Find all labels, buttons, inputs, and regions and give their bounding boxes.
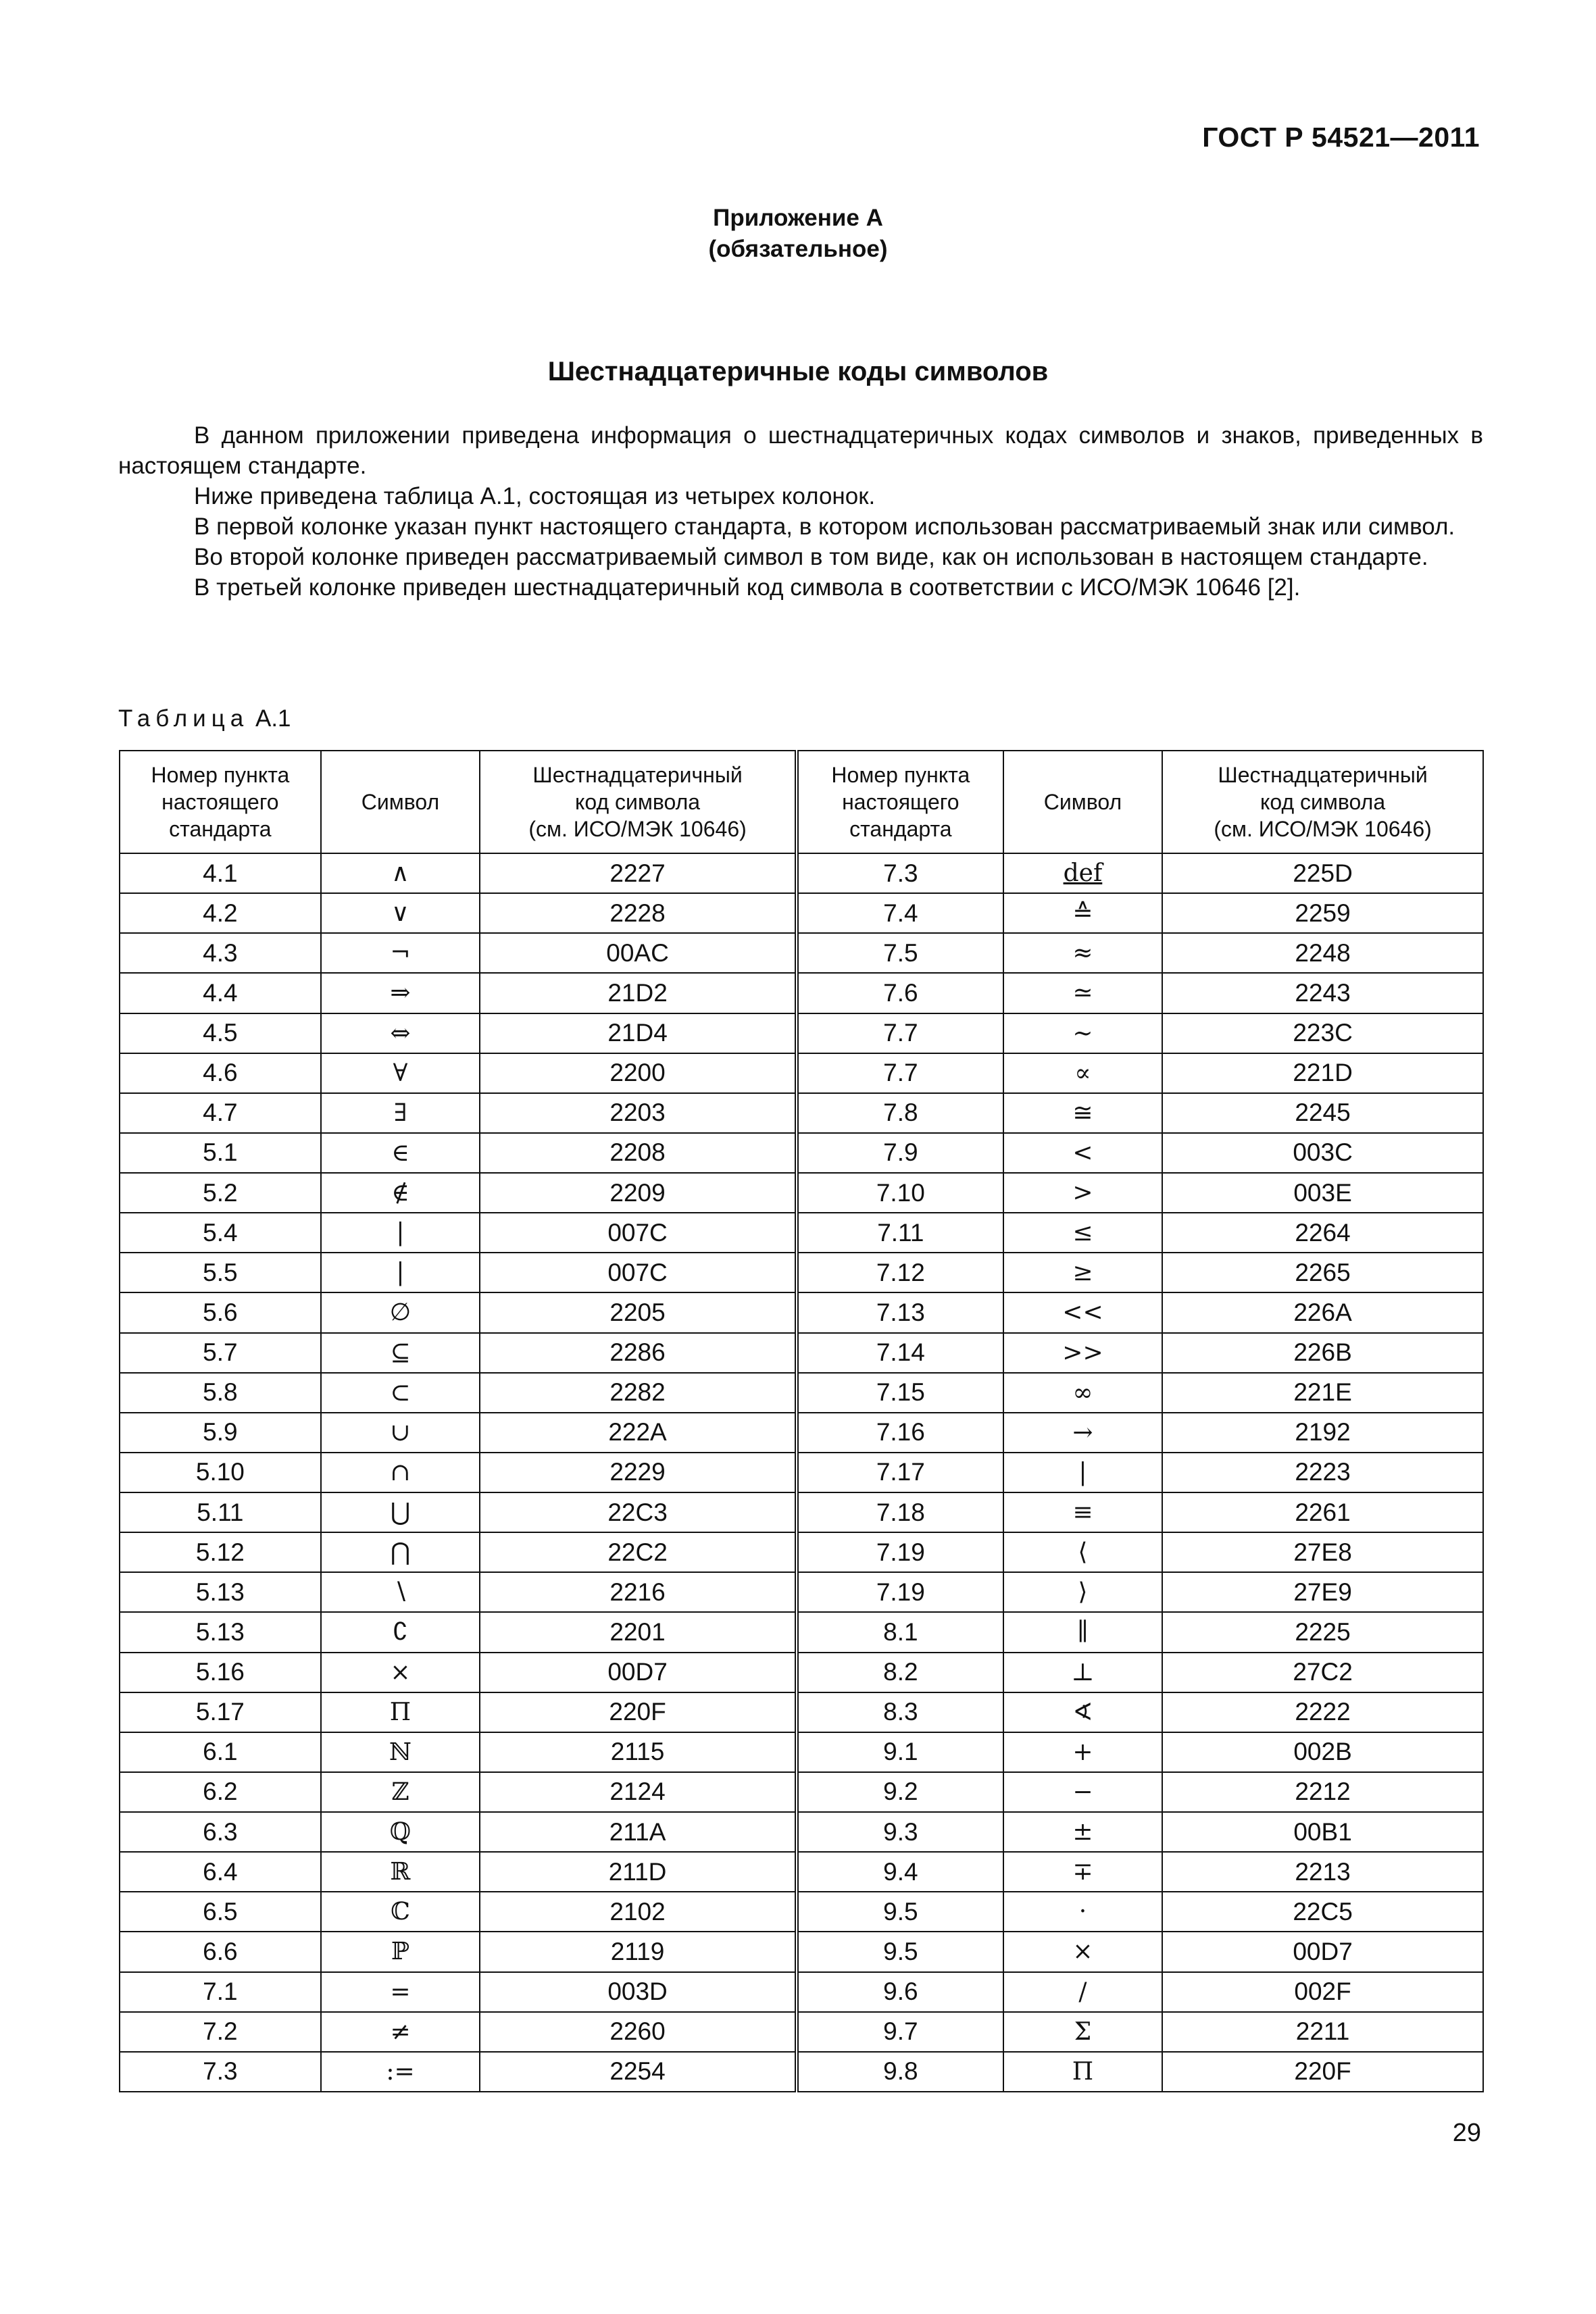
- table-row: [120, 1972, 1483, 2012]
- cell-hex-code: 211D: [480, 1852, 797, 1892]
- cell-item-number: 7.2: [120, 2012, 321, 2052]
- cell-hex-code: 2261: [1162, 1492, 1483, 1532]
- cell-symbol: +: [1003, 1732, 1162, 1772]
- cell-hex-code: 2192: [1162, 1413, 1483, 1453]
- cell-hex-code: 003D: [480, 1972, 797, 2012]
- table-row: [120, 1772, 1483, 1812]
- cell-symbol: ≥: [1003, 1253, 1162, 1292]
- cell-symbol: >: [1003, 1173, 1162, 1213]
- cell-item-number: 9.5: [797, 1932, 1003, 1971]
- header-symbol: Символ: [1003, 751, 1162, 853]
- cell-item-number: 8.3: [797, 1692, 1003, 1732]
- cell-symbol: ∓: [1003, 1852, 1162, 1892]
- cell-item-number: 5.5: [120, 1253, 321, 1292]
- table-row: [120, 1373, 1483, 1413]
- table-row: [120, 1653, 1483, 1692]
- cell-hex-code: 2209: [480, 1173, 797, 1213]
- cell-item-number: 4.5: [120, 1013, 321, 1053]
- cell-hex-code: 2119: [480, 1932, 797, 1971]
- cell-symbol: ≈: [1003, 933, 1162, 973]
- cell-symbol: |: [1003, 1453, 1162, 1492]
- cell-symbol: ≡: [1003, 1492, 1162, 1532]
- cell-symbol: ℝ: [321, 1852, 480, 1892]
- cell-hex-code: 2286: [480, 1333, 797, 1373]
- cell-item-number: 5.12: [120, 1532, 321, 1572]
- cell-hex-code: 22C2: [480, 1532, 797, 1572]
- cell-hex-code: 00D7: [480, 1653, 797, 1692]
- cell-hex-code: 2200: [480, 1053, 797, 1093]
- cell-item-number: 7.19: [797, 1572, 1003, 1612]
- cell-hex-code: 2260: [480, 2012, 797, 2052]
- table-caption-prefix: Таблица: [118, 705, 249, 732]
- cell-item-number: 5.8: [120, 1373, 321, 1413]
- cell-hex-code: 2282: [480, 1373, 797, 1413]
- cell-hex-code: 007C: [480, 1253, 797, 1292]
- cell-symbol: ∧: [321, 853, 480, 893]
- cell-item-number: 9.8: [797, 2052, 1003, 2092]
- cell-hex-code: 225D: [1162, 853, 1483, 893]
- cell-symbol: Π: [1003, 2052, 1162, 2092]
- paragraph: В третьей колонке приведен шестнадцатеричный код символа в соответствии с ИСО/МЭК 10646 [2].: [194, 574, 1301, 601]
- cell-hex-code: 221E: [1162, 1373, 1483, 1413]
- annex-status: (обязательное): [708, 236, 888, 262]
- cell-hex-code: 2227: [480, 853, 797, 893]
- header-line: Номер пункта: [831, 763, 970, 787]
- cell-symbol: Σ: [1003, 2012, 1162, 2052]
- cell-hex-code: 2115: [480, 1732, 797, 1772]
- table-row: [120, 1213, 1483, 1253]
- cell-item-number: 5.1: [120, 1133, 321, 1173]
- cell-item-number: 7.10: [797, 1173, 1003, 1213]
- table-caption-number: А.1: [255, 705, 291, 732]
- cell-item-number: 4.2: [120, 893, 321, 933]
- cell-symbol: ⋂: [321, 1532, 480, 1572]
- cell-hex-code: 003E: [1162, 1173, 1483, 1213]
- cell-item-number: 7.14: [797, 1333, 1003, 1373]
- cell-hex-code: 22C3: [480, 1492, 797, 1532]
- cell-hex-code: 002F: [1162, 1972, 1483, 2012]
- header-line: (см. ИСО/МЭК 10646): [1214, 817, 1432, 841]
- cell-symbol: ⊥: [1003, 1653, 1162, 1692]
- cell-symbol: ∉: [321, 1173, 480, 1213]
- section-heading: Шестнадцатеричные коды символов: [547, 357, 1049, 386]
- cell-item-number: 5.10: [120, 1453, 321, 1492]
- cell-hex-code: 2208: [480, 1133, 797, 1173]
- cell-hex-code: 2216: [480, 1572, 797, 1612]
- cell-hex-code: 27C2: [1162, 1653, 1483, 1692]
- cell-item-number: 7.8: [797, 1093, 1003, 1133]
- cell-item-number: 7.12: [797, 1253, 1003, 1292]
- cell-item-number: 5.13: [120, 1572, 321, 1612]
- cell-item-number: 5.17: [120, 1692, 321, 1732]
- table-row: [120, 2052, 1483, 2092]
- cell-symbol: ≠: [321, 2012, 480, 2052]
- cell-symbol: ∝: [1003, 1053, 1162, 1093]
- cell-hex-code: 2205: [480, 1292, 797, 1332]
- cell-symbol: >>: [1003, 1333, 1162, 1373]
- cell-symbol: −: [1003, 1772, 1162, 1812]
- cell-symbol: ×: [321, 1653, 480, 1692]
- cell-item-number: 9.4: [797, 1852, 1003, 1892]
- cell-item-number: 7.18: [797, 1492, 1003, 1532]
- table-row: [120, 1413, 1483, 1453]
- cell-hex-code: 226A: [1162, 1292, 1483, 1332]
- cell-hex-code: 2211: [1162, 2012, 1483, 2052]
- cell-hex-code: 27E8: [1162, 1532, 1483, 1572]
- cell-hex-code: 220F: [1162, 2052, 1483, 2092]
- cell-item-number: 9.5: [797, 1892, 1003, 1932]
- cell-hex-code: 00AC: [480, 933, 797, 973]
- document-code: ГОСТ Р 54521—2011: [1202, 122, 1480, 153]
- cell-item-number: 6.1: [120, 1732, 321, 1772]
- cell-item-number: 6.5: [120, 1892, 321, 1932]
- header-line: (см. ИСО/МЭК 10646): [528, 817, 747, 841]
- cell-symbol: ≤: [1003, 1213, 1162, 1253]
- table-row: [120, 1612, 1483, 1652]
- cell-item-number: 5.2: [120, 1173, 321, 1213]
- annex-title: Приложение А: [713, 205, 883, 231]
- cell-hex-code: 2222: [1162, 1692, 1483, 1732]
- cell-item-number: 5.16: [120, 1653, 321, 1692]
- header-line: Шестнадцатеричный: [532, 763, 743, 787]
- cell-hex-code: 223C: [1162, 1013, 1483, 1053]
- cell-hex-code: 226B: [1162, 1333, 1483, 1373]
- table-row: [120, 1572, 1483, 1612]
- header-symbol: Символ: [321, 751, 480, 853]
- cell-symbol: ≅: [1003, 1093, 1162, 1133]
- cell-item-number: 9.1: [797, 1732, 1003, 1772]
- cell-symbol: |: [321, 1253, 480, 1292]
- cell-hex-code: 2245: [1162, 1093, 1483, 1133]
- cell-symbol: ≙: [1003, 893, 1162, 933]
- cell-item-number: 5.13: [120, 1612, 321, 1652]
- cell-item-number: 8.2: [797, 1653, 1003, 1692]
- cell-symbol: def: [1003, 853, 1162, 893]
- cell-symbol: <<: [1003, 1292, 1162, 1332]
- cell-item-number: 7.3: [120, 2052, 321, 2092]
- table-row: [120, 1892, 1483, 1932]
- cell-hex-code: 003C: [1162, 1133, 1483, 1173]
- cell-symbol: <: [1003, 1133, 1162, 1173]
- table-row: [120, 1093, 1483, 1133]
- cell-symbol: ℂ: [321, 1892, 480, 1932]
- intro-text: [118, 420, 1483, 603]
- cell-symbol: ±: [1003, 1812, 1162, 1852]
- cell-item-number: 9.6: [797, 1972, 1003, 2012]
- cell-item-number: 4.3: [120, 933, 321, 973]
- cell-item-number: 8.1: [797, 1612, 1003, 1652]
- cell-item-number: 4.1: [120, 853, 321, 893]
- header-line: настоящего: [161, 790, 279, 814]
- cell-symbol: ∨: [321, 893, 480, 933]
- table-row: [120, 1253, 1483, 1292]
- cell-item-number: 7.11: [797, 1213, 1003, 1253]
- paragraph: Ниже приведена таблица А.1, состоящая из четырех колонок.: [194, 483, 876, 509]
- table-row: [120, 1053, 1483, 1093]
- table-header-row: [120, 751, 1483, 853]
- cell-symbol: /: [1003, 1972, 1162, 2012]
- cell-symbol: ℕ: [321, 1732, 480, 1772]
- cell-item-number: 4.7: [120, 1093, 321, 1133]
- cell-hex-code: 2265: [1162, 1253, 1483, 1292]
- cell-hex-code: 2248: [1162, 933, 1483, 973]
- cell-symbol: ∖: [321, 1572, 480, 1612]
- cell-item-number: 7.7: [797, 1013, 1003, 1053]
- cell-item-number: 7.15: [797, 1373, 1003, 1413]
- table-caption: [118, 705, 291, 732]
- cell-hex-code: 2124: [480, 1772, 797, 1812]
- cell-symbol: ∥: [1003, 1612, 1162, 1652]
- cell-hex-code: 220F: [480, 1692, 797, 1732]
- cell-item-number: 7.5: [797, 933, 1003, 973]
- cell-hex-code: 2223: [1162, 1453, 1483, 1492]
- cell-symbol: ≃: [1003, 973, 1162, 1013]
- cell-symbol: ∩: [321, 1453, 480, 1492]
- header-line: Номер пункта: [151, 763, 290, 787]
- cell-symbol: |: [321, 1213, 480, 1253]
- table-row: [120, 893, 1483, 933]
- cell-symbol: =: [321, 1972, 480, 2012]
- cell-hex-code: 222A: [480, 1413, 797, 1453]
- table-row: [120, 1732, 1483, 1772]
- cell-hex-code: 00D7: [1162, 1932, 1483, 1971]
- cell-symbol: ℚ: [321, 1812, 480, 1852]
- cell-item-number: 5.6: [120, 1292, 321, 1332]
- cell-hex-code: 2259: [1162, 893, 1483, 933]
- cell-item-number: 5.4: [120, 1213, 321, 1253]
- paragraph: Во второй колонке приведен рассматриваемый символ в том виде, как он использован в настоящем стандарте.: [194, 544, 1428, 570]
- cell-item-number: 7.13: [797, 1292, 1003, 1332]
- paragraph: В данном приложении приведена информация о шестнадцатеричных кодах символов и знаков, приведенных в настоящем стандарте.: [118, 422, 1483, 479]
- cell-symbol: ∀: [321, 1053, 480, 1093]
- cell-hex-code: 2102: [480, 1892, 797, 1932]
- table-row: [120, 1692, 1483, 1732]
- header-line: код символа: [575, 790, 701, 814]
- cell-item-number: 6.2: [120, 1772, 321, 1812]
- cell-hex-code: 221D: [1162, 1053, 1483, 1093]
- cell-symbol: :=: [321, 2052, 480, 2092]
- cell-item-number: 7.19: [797, 1532, 1003, 1572]
- cell-hex-code: 2201: [480, 1612, 797, 1652]
- table-row: [120, 1173, 1483, 1213]
- cell-item-number: 9.7: [797, 2012, 1003, 2052]
- cell-item-number: 4.6: [120, 1053, 321, 1093]
- cell-symbol: ⟨: [1003, 1532, 1162, 1572]
- cell-hex-code: 00B1: [1162, 1812, 1483, 1852]
- table-row: [120, 1492, 1483, 1532]
- cell-symbol: ⇔: [321, 1013, 480, 1053]
- table-row: [120, 1013, 1483, 1053]
- cell-hex-code: 2264: [1162, 1213, 1483, 1253]
- cell-symbol: ⊆: [321, 1333, 480, 1373]
- cell-item-number: 9.3: [797, 1812, 1003, 1852]
- cell-item-number: 4.4: [120, 973, 321, 1013]
- cell-item-number: 7.6: [797, 973, 1003, 1013]
- cell-symbol: ⊂: [321, 1373, 480, 1413]
- cell-hex-code: 2229: [480, 1453, 797, 1492]
- cell-symbol: Π: [321, 1692, 480, 1732]
- cell-symbol: ×: [1003, 1932, 1162, 1971]
- cell-item-number: 7.4: [797, 893, 1003, 933]
- header-hex-code: [480, 751, 797, 853]
- annex-heading: [0, 203, 1596, 265]
- cell-hex-code: 2254: [480, 2052, 797, 2092]
- cell-symbol: →: [1003, 1413, 1162, 1453]
- table-row: [120, 2012, 1483, 2052]
- cell-item-number: 6.3: [120, 1812, 321, 1852]
- cell-hex-code: 2212: [1162, 1772, 1483, 1812]
- cell-hex-code: 27E9: [1162, 1572, 1483, 1612]
- cell-symbol: ⋃: [321, 1492, 480, 1532]
- cell-item-number: 5.9: [120, 1413, 321, 1453]
- cell-symbol: ℙ: [321, 1932, 480, 1971]
- cell-hex-code: 002B: [1162, 1732, 1483, 1772]
- table-row: [120, 1133, 1483, 1173]
- header-line: код символа: [1260, 790, 1386, 814]
- table-row: [120, 1292, 1483, 1332]
- cell-symbol: ∃: [321, 1093, 480, 1133]
- cell-item-number: 5.7: [120, 1333, 321, 1373]
- cell-hex-code: 2243: [1162, 973, 1483, 1013]
- cell-hex-code: 2213: [1162, 1852, 1483, 1892]
- cell-hex-code: 2225: [1162, 1612, 1483, 1652]
- cell-symbol: ∞: [1003, 1373, 1162, 1413]
- cell-hex-code: 22C5: [1162, 1892, 1483, 1932]
- cell-symbol: ·: [1003, 1892, 1162, 1932]
- cell-item-number: 5.11: [120, 1492, 321, 1532]
- cell-symbol: ∁: [321, 1612, 480, 1652]
- hex-codes-table: [119, 750, 1484, 2092]
- table-row: [120, 1932, 1483, 1971]
- table-row: [120, 1532, 1483, 1572]
- header-item-number: [797, 751, 1003, 853]
- cell-item-number: 6.4: [120, 1852, 321, 1892]
- cell-item-number: 7.7: [797, 1053, 1003, 1093]
- cell-symbol: ⇒: [321, 973, 480, 1013]
- cell-hex-code: 21D4: [480, 1013, 797, 1053]
- table-row: [120, 1453, 1483, 1492]
- table-row: [120, 1812, 1483, 1852]
- header-line: настоящего: [842, 790, 959, 814]
- cell-symbol: ∅: [321, 1292, 480, 1332]
- cell-hex-code: 007C: [480, 1213, 797, 1253]
- header-hex-code: [1162, 751, 1483, 853]
- page-number: 29: [1452, 2119, 1481, 2147]
- table-row: [120, 853, 1483, 893]
- header-line: стандарта: [849, 817, 952, 841]
- cell-symbol: ∢: [1003, 1692, 1162, 1732]
- cell-item-number: 7.17: [797, 1453, 1003, 1492]
- header-item-number: [120, 751, 321, 853]
- header-line: стандарта: [169, 817, 272, 841]
- cell-hex-code: 2228: [480, 893, 797, 933]
- table-row: [120, 1333, 1483, 1373]
- table-row: [120, 933, 1483, 973]
- cell-symbol: ⟩: [1003, 1572, 1162, 1612]
- table-body: [120, 853, 1483, 2092]
- cell-item-number: 9.2: [797, 1772, 1003, 1812]
- cell-symbol: ¬: [321, 933, 480, 973]
- header-line: Шестнадцатеричный: [1218, 763, 1428, 787]
- cell-item-number: 6.6: [120, 1932, 321, 1971]
- cell-item-number: 7.9: [797, 1133, 1003, 1173]
- cell-symbol: ∈: [321, 1133, 480, 1173]
- cell-hex-code: 211A: [480, 1812, 797, 1852]
- cell-item-number: 7.3: [797, 853, 1003, 893]
- paragraph: В первой колонке указан пункт настоящего стандарта, в котором использован рассматриваемый знак или символ.: [194, 513, 1455, 540]
- table-row: [120, 973, 1483, 1013]
- cell-item-number: 7.1: [120, 1972, 321, 2012]
- cell-symbol: ∪: [321, 1413, 480, 1453]
- cell-item-number: 7.16: [797, 1413, 1003, 1453]
- cell-symbol: ~: [1003, 1013, 1162, 1053]
- table-row: [120, 1852, 1483, 1892]
- cell-symbol: ℤ: [321, 1772, 480, 1812]
- cell-hex-code: 21D2: [480, 973, 797, 1013]
- cell-hex-code: 2203: [480, 1093, 797, 1133]
